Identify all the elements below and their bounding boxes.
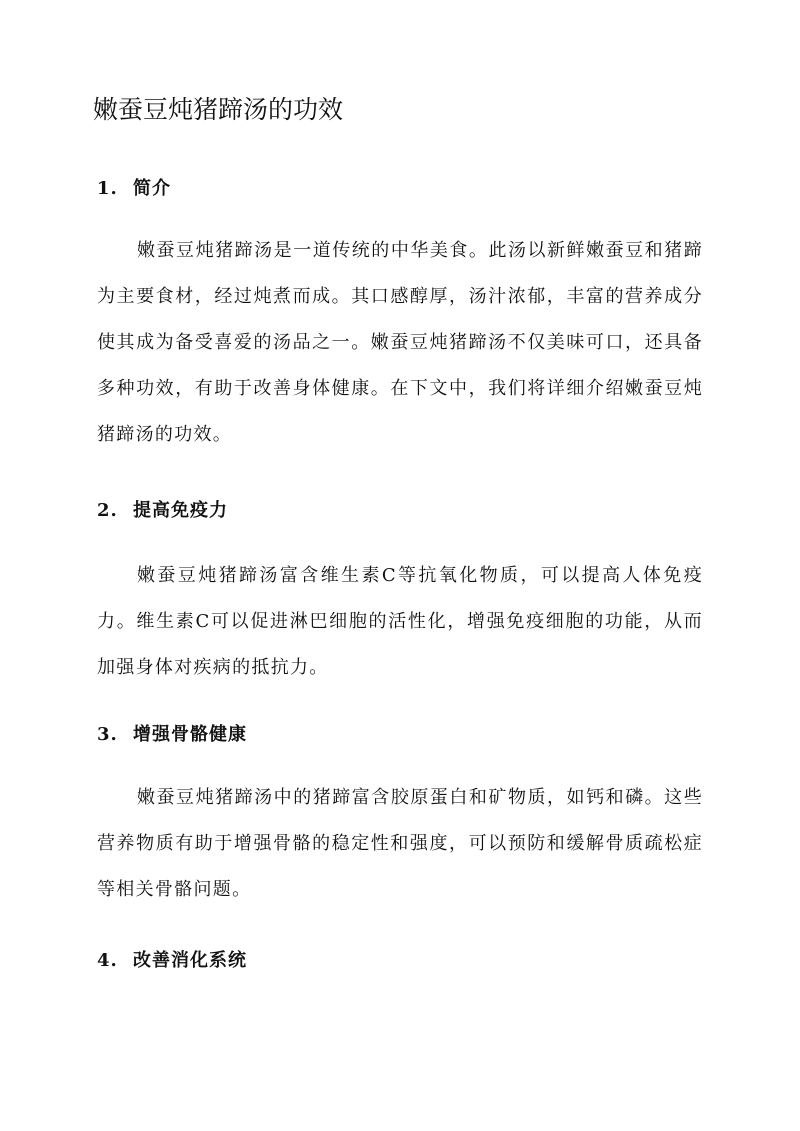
section-heading-text: 改善消化系统 xyxy=(133,950,247,971)
section-heading-text: 提高免疫力 xyxy=(133,500,228,521)
section-number: 2. xyxy=(97,500,118,521)
section-paragraph-immunity: 嫩蚕豆炖猪蹄汤富含维生素C等抗氧化物质，可以提高人体免疫力。维生素C可以促进淋巴细胞的活性化，增强免疫细胞的功能，从而加强身体对疾病的抵抗力。 xyxy=(97,565,703,678)
section-paragraph-intro: 嫩蚕豆炖猪蹄汤是一道传统的中华美食。此汤以新鲜嫩蚕豆和猪蹄为主要食材，经过炖煮而成。其口感醇厚，汤汁浓郁，丰富的营养成分使其成为备受喜爱的汤品之一。嫩蚕豆炖猪蹄汤不仅美味可口，还具备多种功效，有助于改善身体健康。在下文中，我们将详细介绍嫩蚕豆炖猪蹄汤的功效。 xyxy=(97,240,703,445)
section-paragraph-bone-health: 嫩蚕豆炖猪蹄汤中的猪蹄富含胶原蛋白和矿物质，如钙和磷。这些营养物质有助于增强骨骼的稳定性和强度，可以预防和缓解骨质疏松症等相关骨骼问题。 xyxy=(97,787,703,900)
section-heading-text: 简介 xyxy=(133,178,171,199)
section-heading-text: 增强骨骼健康 xyxy=(133,724,247,745)
section-heading-digestion xyxy=(97,948,247,974)
section-heading-bone-health xyxy=(97,722,247,748)
section-number: 4. xyxy=(97,950,118,971)
section-number: 3. xyxy=(97,724,118,745)
section-heading-intro xyxy=(97,176,171,202)
section-heading-immunity xyxy=(97,498,228,524)
document-title: 嫩蚕豆炖猪蹄汤的功效 xyxy=(93,95,344,124)
section-number: 1. xyxy=(97,178,118,199)
